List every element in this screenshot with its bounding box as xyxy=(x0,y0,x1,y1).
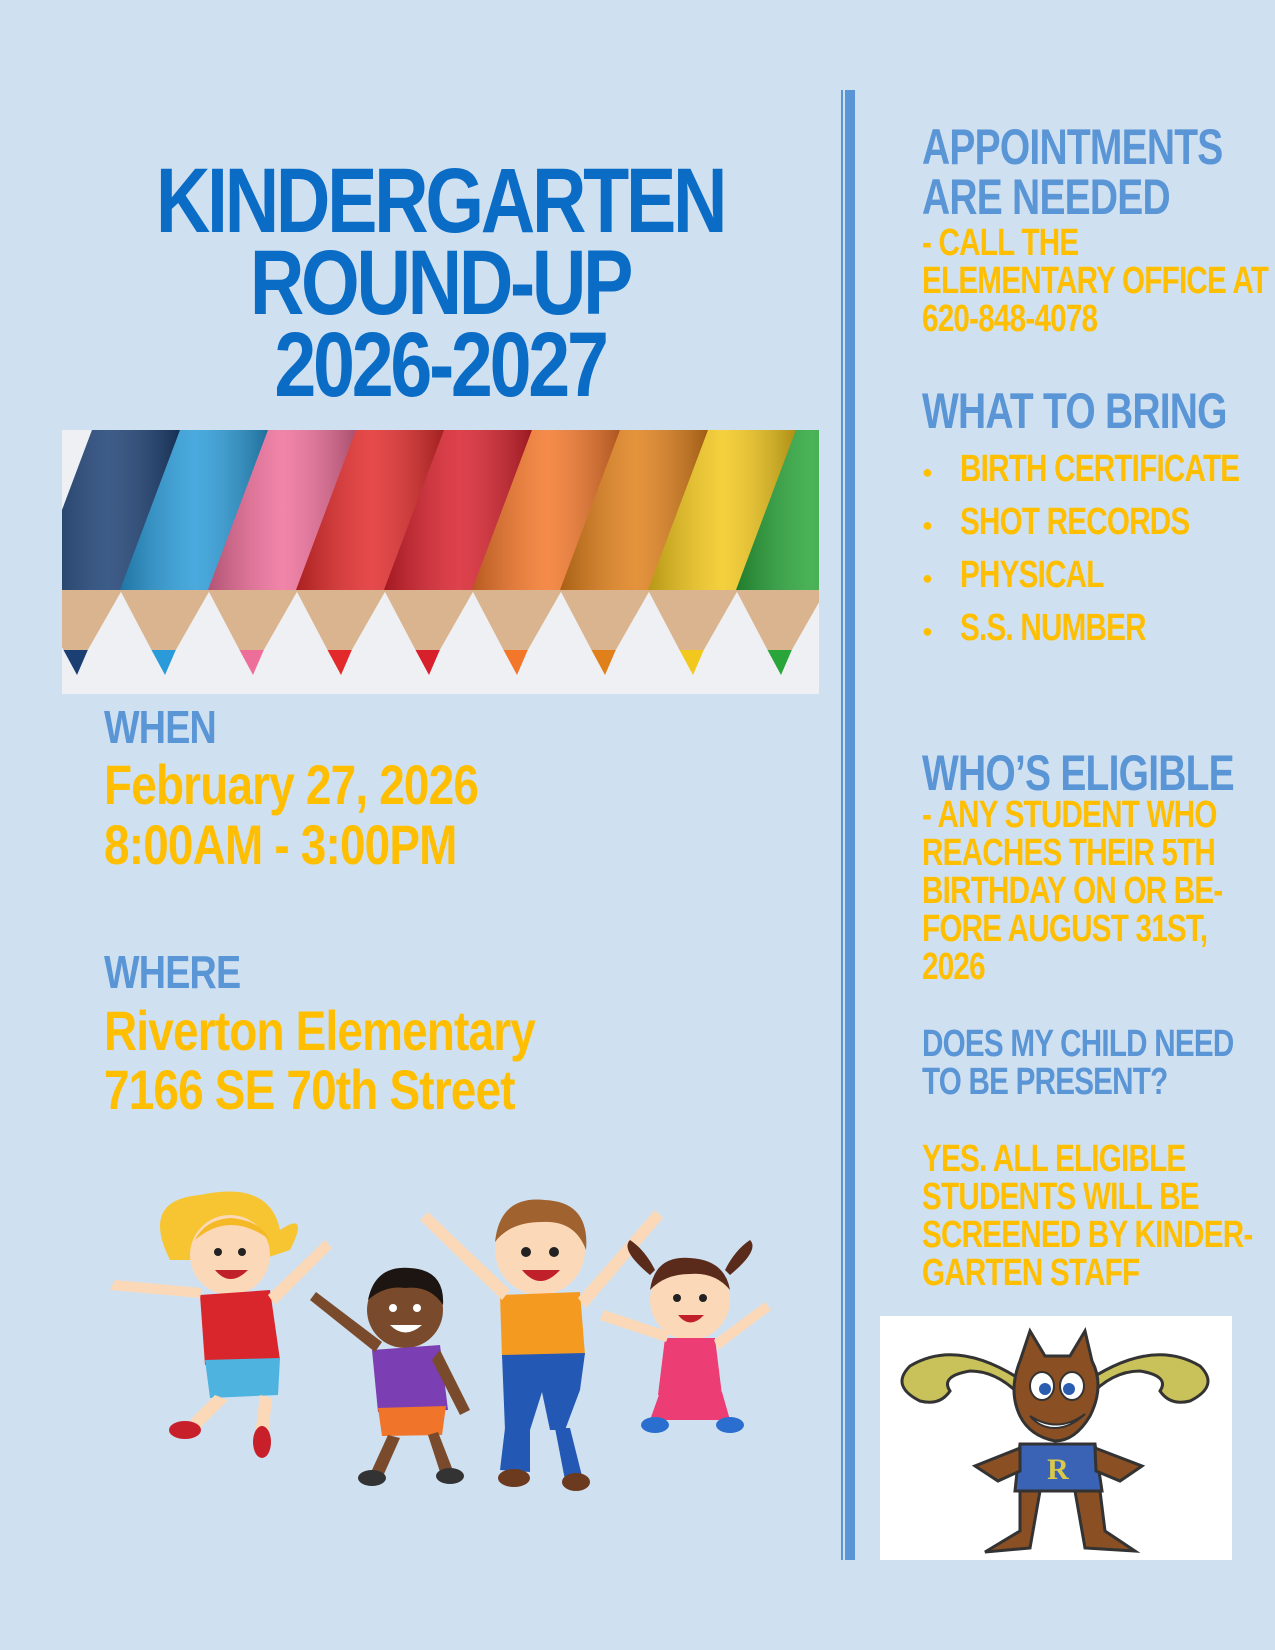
present-question-2: TO BE PRESENT? xyxy=(922,1061,1168,1103)
bullet-icon: ● xyxy=(922,515,933,535)
bullet-icon: ● xyxy=(922,621,933,641)
column-divider-thin xyxy=(841,90,843,1560)
event-date: February 27, 2026 xyxy=(104,753,479,816)
title-line-2: ROUND-UP xyxy=(249,232,631,334)
bullet-icon: ● xyxy=(922,568,933,588)
bring-list-item-label: BIRTH CERTIFICATE xyxy=(960,448,1240,490)
kid-girl-pink xyxy=(600,1240,771,1433)
eligible-heading: WHO’S ELIGIBLE xyxy=(922,745,1234,801)
title-line-3: 2026-2027 xyxy=(274,314,606,416)
kid-blonde-girl xyxy=(110,1192,332,1458)
eligible-text-2: REACHES THEIR 5TH xyxy=(922,832,1216,874)
bring-list-item-label: SHOT RECORDS xyxy=(960,501,1190,543)
eligible-text-4: FORE AUGUST 31ST, xyxy=(922,908,1208,950)
present-answer-2: STUDENTS WILL BE xyxy=(922,1176,1199,1218)
event-place: Riverton Elementary xyxy=(104,999,536,1062)
when-label: WHEN xyxy=(104,701,216,753)
eligible-text-1: - ANY STUDENT WHO xyxy=(922,794,1217,836)
present-question-1: DOES MY CHILD NEED xyxy=(922,1023,1234,1065)
jumping-kids-illustration xyxy=(110,1180,810,1500)
column-divider-thick xyxy=(845,90,855,1560)
present-answer-3: SCREENED BY KINDER- xyxy=(922,1214,1253,1256)
eligible-text-5: 2026 xyxy=(922,946,985,988)
appointments-heading-1: APPOINTMENTS xyxy=(922,119,1223,175)
eligible-text-3: BIRTHDAY ON OR BE- xyxy=(922,870,1223,912)
appointments-text-1: - CALL THE xyxy=(922,222,1079,264)
event-time: 8:00AM - 3:00PM xyxy=(104,813,457,876)
present-answer-4: GARTEN STAFF xyxy=(922,1252,1140,1294)
bring-list-item-label: PHYSICAL xyxy=(960,554,1104,596)
appointments-text-2: ELEMENTARY OFFICE AT xyxy=(922,260,1269,302)
kid-boy-purple xyxy=(310,1268,470,1486)
bring-list-item-label: S.S. NUMBER xyxy=(960,607,1146,649)
appointments-phone: 620-848-4078 xyxy=(922,298,1098,340)
mascot-shirt-letter: R xyxy=(1047,1453,1069,1486)
title-line-1: KINDERGARTEN xyxy=(155,150,725,252)
kid-boy-orange xyxy=(420,1200,663,1491)
where-label: WHERE xyxy=(104,946,241,998)
appointments-heading-2: ARE NEEDED xyxy=(922,169,1170,225)
page-title xyxy=(60,150,820,416)
event-address: 7166 SE 70th Street xyxy=(104,1058,515,1121)
ram-mascot-logo xyxy=(880,1316,1232,1560)
present-answer-1: YES. ALL ELIGIBLE xyxy=(922,1138,1186,1180)
what-to-bring-heading: WHAT TO BRING xyxy=(922,383,1227,439)
bullet-icon: ● xyxy=(922,462,933,482)
colored-pencils-image xyxy=(62,430,819,694)
